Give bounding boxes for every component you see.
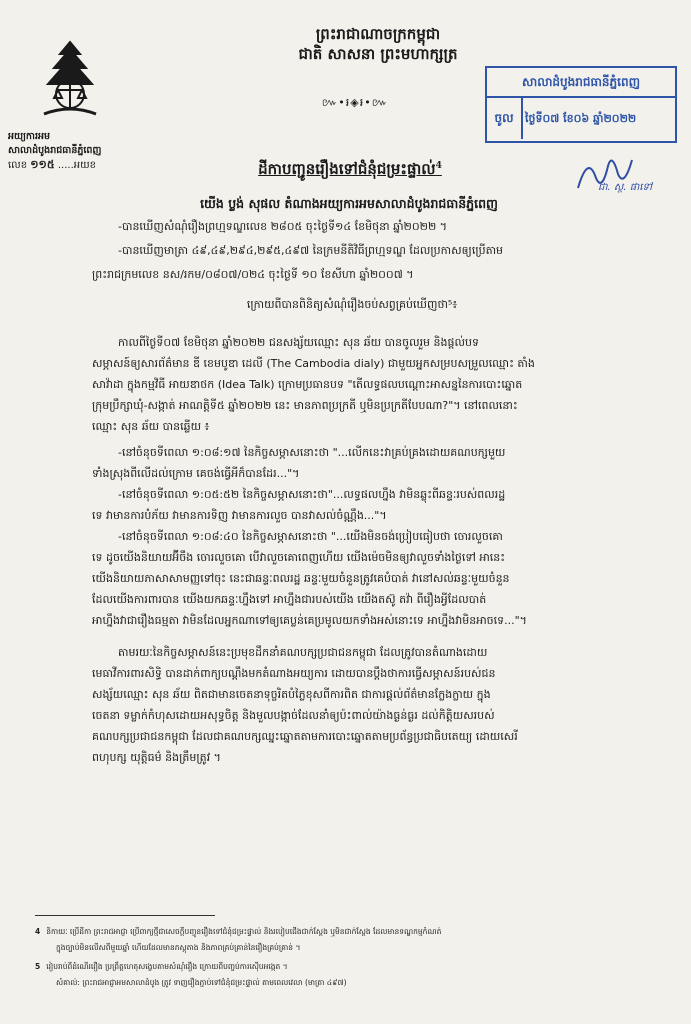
footnote-divider [35,915,215,916]
title-footnote-mark: 4 [435,161,442,171]
prosecutor-line: យើង ប្លង់ សុផល តំណាងអយ្យការអមសាលាដំបូងរាជធានីភ្នំពេញ [200,196,498,211]
kingdom-line-1: ព្រះរាជាណាចក្រកម្ពុជា [315,25,441,43]
kingdom-header [248,24,508,64]
footnote-4-cont: ក្នុងច្បាប់មិនលើសពីមួយឆ្នាំ ហើយដែលមានភស្តុតាង និងភាពគ្រប់គ្រាន់នៃរឿងគ្រប់គ្រាន់ ។ [56,943,301,952]
prosecution-emblem-icon [34,38,106,122]
para2-line: ចេតនា ទម្លាក់កំហុសដោយអសុទ្ធចិត្ត និងមួលបង្កាច់ដែលនាំឲ្យប៉ះពាល់យ៉ាងធ្ងន់ធ្ងរ ដល់កិត្តិយសរបស់ [92,709,495,722]
quote-line: ទេ ដូចយើងនិយាយអ៊ីចឹង ចោរលួចគោ បើវាលួចគោពេញហើយ យើងម៉េចមិនឲ្យវាលួចទាំងថ្ងៃទៅ អានេះ [92,551,506,564]
consideration-2: -បានឃើញមាត្រា ៤៩,៤៩,២៩៤,២៩៥,៤៩៧ នៃក្រមនីតិវិធីព្រហ្មទណ្ឌ ដែលប្រកាសឲ្យប្រើតាម [118,244,504,257]
title-text: ដីកាបញ្ជូនរឿងទៅជំនុំជម្រះផ្ទាល់ [258,160,436,178]
ref-suffix: .....អយខ [57,160,96,171]
quote-line: ដែលយើងការពារបាន យើងយកឆន្ទៈហ្នឹងទៅ អាហ្នឹងជារបស់យើង យើងតស៊ូ តវ៉ា ពីរឿងអ្វីដែលបាត់ [92,593,487,606]
para2-line: គណបក្សប្រជាជនកម្ពុជា ដែលជាគណបក្សឈ្នះឆ្នោតតាមការបោះឆ្នោតតាមប្រព័ន្ធប្រជាធិបតេយ្យ ដោយសេរី [92,730,518,743]
quote-line: -នៅចំនុចទីពេលា ១:០៥:៥២ នៃកិច្ចសម្ភាសនោះថា"...លទ្ធផលហ្នឹង វាមិនឆ្លុះពីឆន្ទៈរបស់ពលរដ្ឋ [118,488,506,501]
body-paragraph-1 [92,332,535,437]
quote-line: -នៅចំនុចទីពេលា ១:០៨:៤០ នៃកិច្ចសម្ភាសនោះថា "...យើងមិនចង់ប្រៀបធៀបថា ចោរលួចគោ [118,530,503,543]
kingdom-line-2: ជាតិ សាសនា ព្រះមហាក្សត្រ [298,45,458,63]
quote-line: ទាំងស្រុងពីលើដល់ក្រោម គេចង់ធ្វើអីក៏បានដែរ..."។ [92,467,300,480]
para2-line: សង្ស័យឈ្មោះ សុន ឆ័យ ពិតជាមានចេតនាទុច្ចរិតបំភ្លៃខុសពីការពិត ជាការផ្តល់ព័ត៌មានក្លែងក្លាយ ក្នុង [92,688,491,701]
reference-number [8,158,96,174]
footnote-5 [35,960,288,973]
received-stamp [485,66,677,143]
para2-line: មេធាវីការពារសិទ្ធិ បានដាក់ពាក្យបណ្តឹងមកតំណាងអយ្យការ ដោយបានប្តឹងថាការធ្វើសម្ភាសន៍របស់ជន [92,667,496,680]
para2-line: តាមរយៈនៃកិច្ចសម្ភាសន៍នេះប្រមុខដឹកនាំគណបក្សប្រជាជនកម្ពុជា ដែលត្រូវបានតំណាងដោយ [118,646,488,659]
quote-line: យើងនិយាយភាសាសាមញ្ញទៅចុះ នេះជាឆន្ទៈពលរដ្ឋ ឆន្ទៈមួយចំនួនត្រូវគេបំបាត់ វានៅសល់ឆន្ទៈមួយចំនួន [92,572,510,585]
stamp-received-label: ចូល [487,98,523,139]
para2-line: ពហុបក្ស យុត្តិធម៌ និងត្រឹមត្រូវ ។ [92,751,221,764]
prosecution-office-name [8,130,148,158]
consideration-3: ព្រះរាជក្រមលេខ នស/រកម/០៨០៧/០២៤ ចុះថ្ងៃទី ១០ ខែសីហា ឆ្នាំ២០០៧ ។ [92,268,414,281]
after-review-line: ក្រោយពីបានពិនិត្យសំណុំរឿងចប់សព្វគ្រប់ឃើញថា⁵៖ [246,298,458,311]
footnote-note: សំគាល់: ព្រះរាជអាជ្ញាអមសាលាដំបូង ត្រូវ ទាញរឿងភ្ជាប់ទៅជំនុំជម្រះផ្ទាល់ តាមពេលវេលា (មាត្រា ៤៩៧) [56,978,347,987]
org-line-2: សាលាដំបូងរាជធានីភ្នំពេញ [8,145,102,156]
footnote-mark: 4 [35,927,41,936]
interview-quotes [92,442,527,631]
para1-line: សម្ភាសន៍ឲ្យសារព័ត៌មាន ឌី ខេមបូឌា ដេលី (The Cambodia dialy) ជាមួយអ្នកសម្របសម្រួលឈ្មោះ តាំង [92,357,535,370]
para1-line: ក្រុមប្រឹក្សាឃុំ-សង្កាត់ អាណត្តិទី៥ ឆ្នាំ២០២២ នេះ មានភាពប្រក្រតី ឬមិនប្រក្រតីបែបណា?"។ នៅពេលនោះ [92,399,518,412]
para1-line: សាវ៉ាដា ក្នុងកម្មវិធី អាយឌាថក (Idea Talk) ក្រោមប្រធានបទ "តើលទ្ធផលបណ្តោះអាសន្ននៃការបោះឆ្នោត [92,378,523,391]
footnote-text: រៀបរាប់ពីដំណើររឿង ប្រព្រឹត្តហេតុសង្ខេបតាមសំណុំរឿង ក្រោយពីបញ្ចប់ការស៊ើបអង្កេត ។ [46,962,288,971]
org-line-1: អយ្យការអម [8,131,51,142]
stamp-court: សាលាដំបូងរាជធានីភ្នំពេញ [487,68,675,98]
quote-line: ទេ វាមានការបំភ័យ វាមានការទិញ វាមានការលួច បានវាសល់ចំណ្ណឹង..."។ [92,509,387,522]
handwritten-note: ជា. ស្ថ. ផាទៅ [598,182,652,193]
ref-prefix: លេខ [8,160,28,171]
body-paragraph-2 [92,642,518,768]
consideration-1: -បានឃើញសំណុំរឿងព្រហ្មទណ្ឌលេខ ២៨០៥ ចុះថ្ងៃទី១៤ ខែមិថុនា ឆ្នាំ២០២២ ។ [118,220,448,233]
quote-line: -នៅចំនុចទីពេលា ១:០៨:១៧ នៃកិច្ចសម្ភាសនោះថា "...លើកនេះវាគ្រប់គ្រងដោយគណបក្សមួយ [118,446,506,459]
footnote-text: និកាយៈ ប្រើដីកា ព្រះរាជអាជ្ញា ប្រើពាក្យថ្មីជាសេចក្តីបញ្ជូនរឿងទៅជំនុំជម្រះផ្ទាល់ និងរបៀបជើងជាក់ស្តែង ឬមិនជាក់ស្តែង ដែលមានទណ្ឌកម្មកំណត់ [46,927,442,936]
para1-line: កាលពីថ្ងៃទី០៧ ខែមិថុនា ឆ្នាំ២០២២ ជនសង្ស័យឈ្មោះ សុន ឆ័យ បានចូលរួម និងផ្តល់បទ [118,336,479,349]
stamp-date: ថ្ងៃទី០៧ ខែ០៦ ឆ្នាំ២០២២ [525,112,637,125]
ref-number: ១១៥ [30,158,55,171]
footnote-mark: 5 [35,962,41,971]
ornament-divider: ៚•៛◈៛•៚ [321,96,389,109]
document-title [185,160,515,182]
footnote-4 [35,925,441,938]
quote-line: អាហ្នឹងវាជារឿងធម្មតា វាមិនដែលអ្នកណាទៅឲ្យគេប្លន់គេប្រមូលយកទាំងអស់នោះទេ អាហ្នឹងវាមិនអាចទេ..."។ [92,614,527,627]
para1-line: ឈ្មោះ សុន ឆ័យ បានឆ្លើយ ៖ [92,420,210,433]
